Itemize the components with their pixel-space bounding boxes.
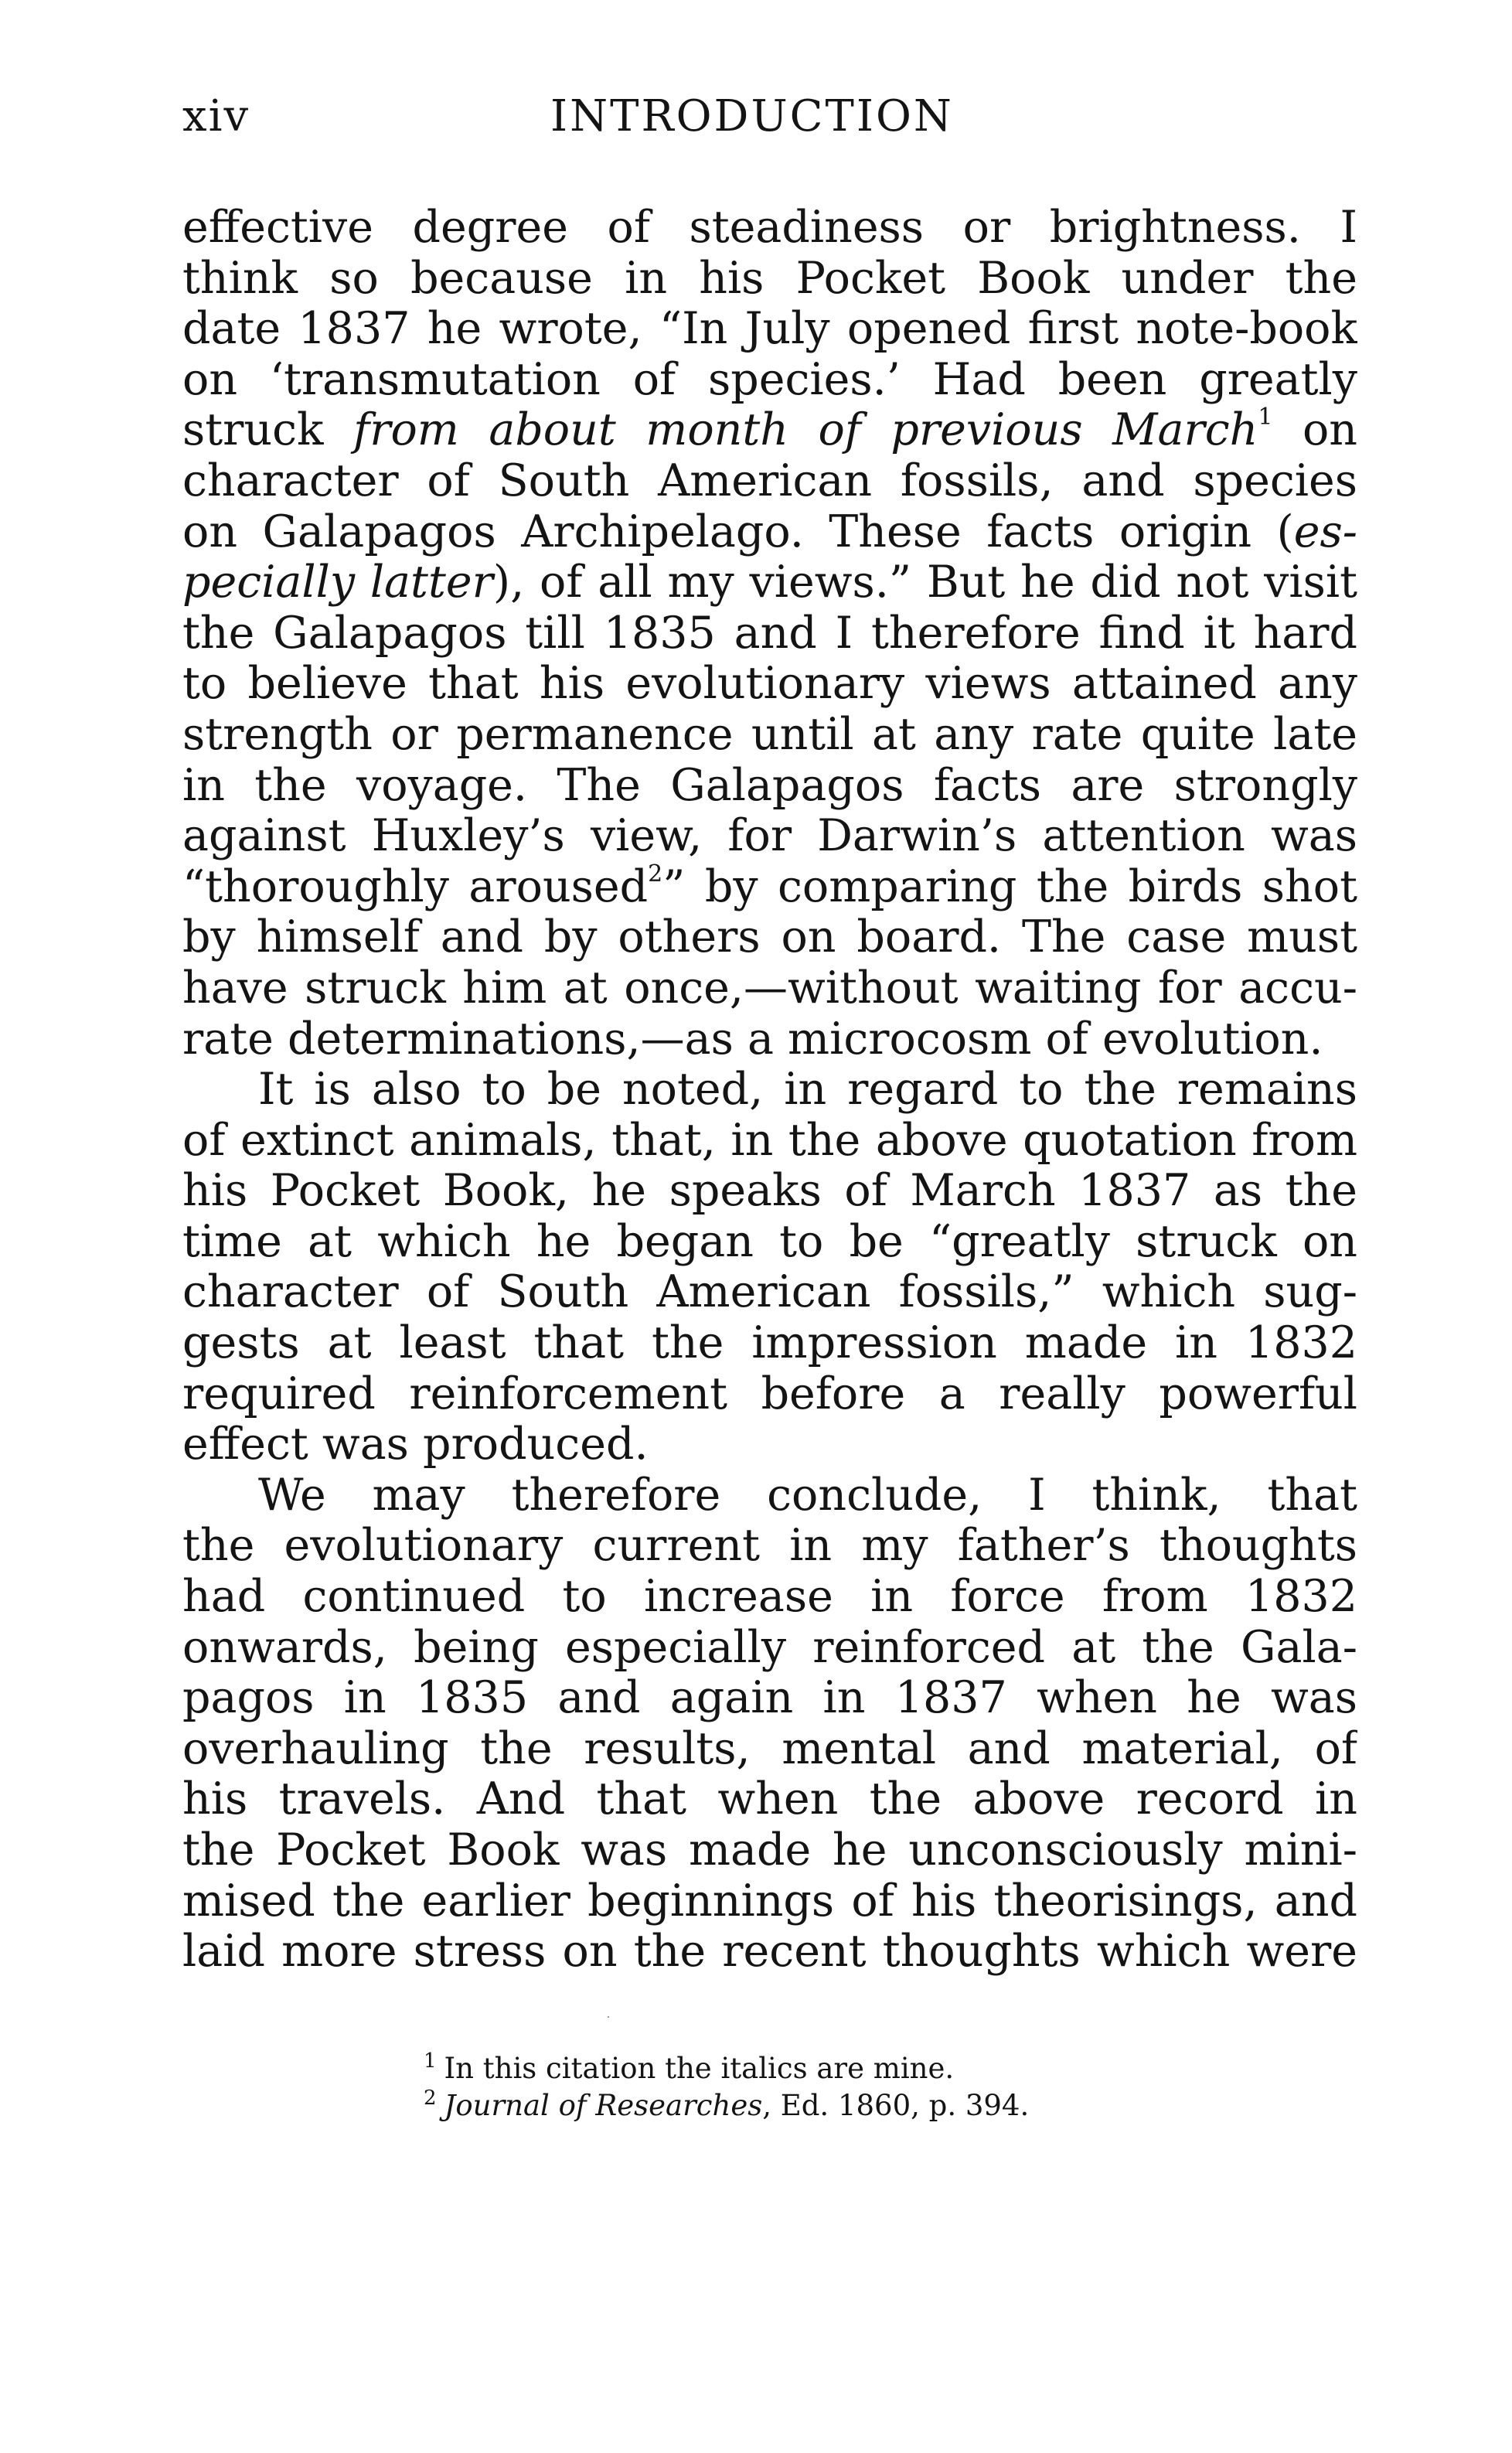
- text-line: It is also to be noted, in regard to the remains: [258, 1065, 1357, 1116]
- text-line: [182, 405, 1357, 456]
- text-line: have struck him at once,—without waiting for accu-: [182, 962, 1357, 1014]
- text-line: onwards, being especially reinforced at the Gala-: [182, 1622, 1357, 1673]
- text-line: gests at least that the impression made in 1832: [182, 1318, 1357, 1369]
- text-line: overhauling the results, mental and material, of: [182, 1723, 1357, 1774]
- text-line: strength or permanence until at any rate quite late: [182, 709, 1357, 760]
- text-line: to believe that his evolutionary views attained any: [182, 659, 1357, 710]
- text-line: effect was produced.: [182, 1419, 649, 1470]
- footnotes: [424, 2050, 1197, 2124]
- text-line: laid more stress on the recent thoughts which were: [182, 1927, 1357, 1978]
- text-segment: on: [1302, 405, 1357, 456]
- text-line: date 1837 he wrote, “In July opened first note-book: [182, 304, 1357, 355]
- text-segment: ” by comparing the birds shot: [662, 861, 1357, 912]
- text-line: had continued to increase in force from 1832: [182, 1572, 1357, 1623]
- running-head: INTRODUCTION: [550, 91, 954, 141]
- text-line: of extinct animals, that, in the above quotation from: [182, 1115, 1357, 1166]
- footnote-text: In this citation the italics are mine.: [444, 2052, 955, 2085]
- text-line: character of South American fossils, and species: [182, 455, 1357, 506]
- italic-segment: from about month of previous March: [353, 405, 1258, 456]
- text-segment: ), of all my views.” But he did not visit: [492, 557, 1357, 608]
- text-line: time at which he began to be “greatly struck on: [182, 1216, 1357, 1267]
- text-line: his travels. And that when the above record in: [182, 1774, 1357, 1825]
- text-line: the evolutionary current in my father’s thoughts: [182, 1521, 1357, 1572]
- text-line: [182, 507, 1357, 558]
- text-line: think so because in his Pocket Book under the: [182, 253, 1357, 304]
- footnote-ref-1: 1: [1258, 405, 1273, 431]
- text-line: required reinforcement before a really powerful: [182, 1368, 1357, 1419]
- text-line: the Pocket Book was made he unconsciously mini-: [182, 1825, 1357, 1876]
- footnote-1: [424, 2050, 1197, 2087]
- paragraph-3: [182, 1470, 1357, 1978]
- page-number: xiv: [182, 91, 250, 141]
- body-text: [182, 203, 1357, 1978]
- text-line: against Huxley’s view, for Darwin’s attention was: [182, 811, 1357, 862]
- text-line: his Pocket Book, he speaks of March 1837 as the: [182, 1166, 1357, 1217]
- text-line: rate determinations,—as a microcosm of evolution.: [182, 1014, 1323, 1065]
- text-line: [182, 557, 1357, 608]
- text-line: pagos in 1835 and again in 1837 when he was: [182, 1673, 1357, 1724]
- text-line: effective degree of steadiness or brightness. I: [182, 203, 1357, 253]
- page-header: [182, 91, 1357, 153]
- text-line: in the voyage. The Galapagos facts are strongly: [182, 760, 1357, 811]
- text-line: mised the earlier beginnings of his theorisings, and: [182, 1876, 1357, 1927]
- text-segment: struck: [182, 405, 324, 456]
- text-line: on ‘transmutation of species.’ Had been greatly: [182, 354, 1357, 405]
- text-line: character of South American fossils,” which sug-: [182, 1267, 1357, 1318]
- footnote-mark: 1: [424, 2049, 437, 2073]
- text-line: We may therefore conclude, I think, that: [258, 1470, 1357, 1521]
- text-segment: “thoroughly aroused: [182, 861, 649, 912]
- paragraph-1: [182, 203, 1357, 1065]
- footnote-ref-2: 2: [648, 861, 663, 888]
- italic-segment: es-: [1293, 506, 1357, 557]
- text-segment: on Galapagos Archipelago. These facts origin (: [182, 506, 1294, 557]
- text-line: the Galapagos till 1835 and I therefore find it hard: [182, 608, 1357, 659]
- footnote-mark: 2: [424, 2087, 437, 2110]
- footnote-text: , Ed. 1860, p. 394.: [762, 2089, 1030, 2122]
- paragraph-2: [182, 1065, 1357, 1470]
- text-line: by himself and by others on board. The case must: [182, 912, 1357, 963]
- footnote-2: [424, 2087, 1197, 2124]
- text-line: [182, 862, 1357, 913]
- footnote-title: Journal of Researches: [444, 2089, 763, 2122]
- footnote-divider-dot: [608, 2016, 609, 2018]
- italic-segment: pecially latter: [182, 557, 493, 608]
